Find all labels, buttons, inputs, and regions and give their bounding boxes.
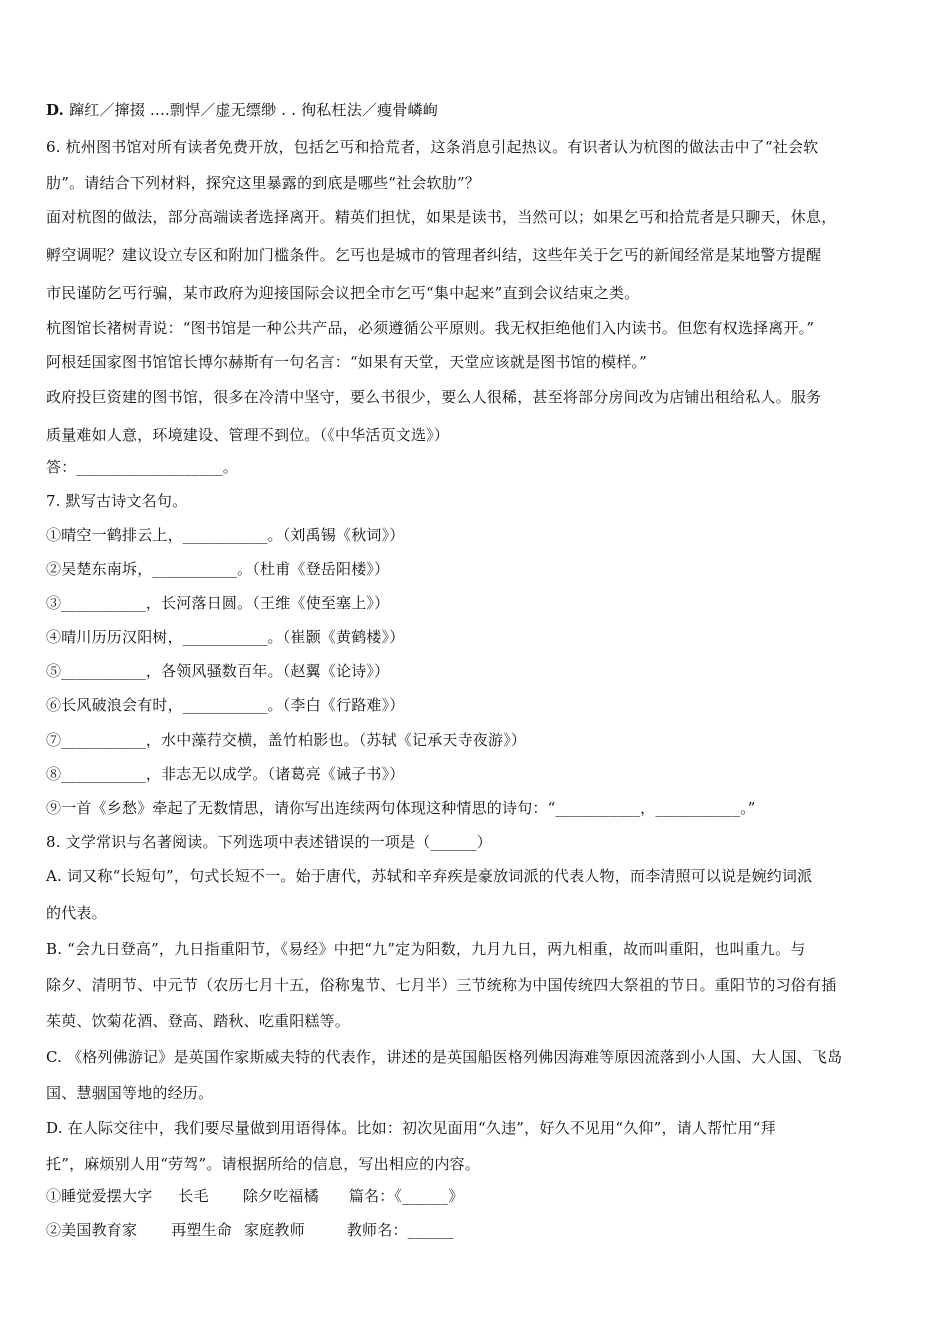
q8-a-line-2: 的代表。 [46,904,107,922]
q6-line-4: 孵空调呢？建议设立专区和附加门槛条件。乞丐也是城市的管理者纠结，这些年关于乞丐的新闻经常是某地警方提醒 [46,246,822,264]
q8-row-1 [46,1186,464,1206]
row1-clue-2: 长毛 [178,1187,209,1205]
q7-item-3[interactable]: ③___________，长河落日圆。（王维《使至塞上》） [46,594,390,612]
row1-answer[interactable]: 篇名：《______》 [348,1187,464,1205]
q6-line-6: 杭图馆长褚树青说：“图书馆是一种公共产品，必须遵循公平原则。我无权拒绝他们入内读书。但您有权选择离开。” [46,319,815,337]
q6-line-7: 阿根廷国家图书馆馆长博尔赫斯有一句名言：“如果有天堂，天堂应该就是图书馆的模样。” [46,353,648,371]
q8-d-line-2: 托”，麻烦别人用“劳驾”。请根据所给的信息，写出相应的内容。 [46,1155,481,1173]
q6-line-8: 政府投巨资建的图书馆，很多在冷清中坚守，要么书很少，要么人很稀，甚至将部分房间改为店铺出租给私人。服务 [46,388,822,406]
q6-line-3: 面对杭图的做法，部分高端读者选择离开。精英们担忧，如果是读书，当然可以；如果乞丐和拾荒者是只聊天，休息， [46,208,837,226]
q6-line-1: 6. 杭州图书馆对所有读者免费开放，包括乞丐和拾荒者，这条消息引起热议。有识者认为杭图的做法击中了“社会软 [46,138,819,156]
row1-clue-3: 除夕吃福橘 [242,1187,319,1205]
row2-clue-3: 家庭教师 [244,1221,305,1239]
q6-line-2: 肋”。请结合下列材料，探究这里暴露的到底是哪些“社会软肋”？ [46,174,481,192]
row2-answer[interactable]: 教师名：______ [346,1221,454,1239]
q8-d-line-1: D. 在人际交往中，我们要尽量做到用语得体。比如：初次见面用“久违”，好久不见用“久仰”，请人帮忙用“拜 [46,1119,776,1137]
q8-b-line-3: 茱萸、饮菊花酒、登高、踏秋、吃重阳糕等。 [46,1012,351,1030]
q6-line-5: 市民谨防乞丐行骗，某市政府为迎接国际会议把全市乞丐“集中起来”直到会议结束之类。 [46,284,640,302]
q7-title: 7. 默写古诗文名句。 [46,492,188,510]
q8-b-line-1: B. “会九日登高”，九日指重阳节，《易经》中把“九”定为阳数，九月九日，两九相重，故而叫重阳，也叫重九。与 [46,940,806,958]
q7-item-5[interactable]: ⑤___________，各领风骚数百年。（赵翼《论诗》） [46,662,390,680]
q7-item-7[interactable]: ⑦___________，水中藻荇交横，盖竹柏影也。（苏轼《记承天寺夜游》） [46,731,527,749]
q8-row-2 [46,1220,454,1240]
option-d-label: D. [46,101,65,119]
q8-c-line-1: C. 《格列佛游记》是英国作家斯威夫特的代表作，讲述的是英国船医格列佛因海难等原因流落到小人国、大人国、飞岛 [46,1048,843,1066]
q8-c-line-2: 国、慧骃国等地的经历。 [46,1084,214,1102]
q7-item-4[interactable]: ④晴川历历汉阳树，___________。（崔颢《黄鹤楼》） [46,628,405,646]
q5-option-d [46,100,438,120]
q8-title: 8. 文学常识与名著阅读。下列选项中表述错误的一项是（______） [46,833,492,851]
q6-line-9: 质量难如人意，环境建设、管理不到位。（《中华活页文选》） [46,426,450,444]
option-d-text: 蹿红／撺掇 ....剽悍／虚无缥缈 . . 徇私枉法／瘦骨嶙峋 [69,101,438,119]
row1-clue-1: ①睡觉爱摆大字 [46,1187,153,1205]
q6-answer-line[interactable]: 答：___________________。 [46,458,238,476]
q7-item-2[interactable]: ②吴楚东南坼，___________。（杜甫《登岳阳楼》） [46,560,390,578]
row2-clue-1: ②美国教育家 [46,1221,138,1239]
q7-item-9[interactable]: ⑨一首《乡愁》牵起了无数情思，请你写出连续两句体现这种情思的诗句：“___________，___________。” [46,799,756,817]
q7-item-1[interactable]: ①晴空一鹤排云上，___________。（刘禹锡《秋词》） [46,526,405,544]
q8-a-line-1: A. 词又称“长短句”，句式长短不一。始于唐代，苏轼和辛弃疾是豪放词派的代表人物，而李清照可以说是婉约词派 [46,867,813,885]
row2-clue-2: 再塑生命 [171,1221,233,1239]
q8-b-line-2: 除夕、清明节、中元节（农历七月十五，俗称鬼节、七月半）三节统称为中国传统四大祭祖的节日。重阳节的习俗有插 [46,976,837,994]
q7-item-8[interactable]: ⑧___________，非志无以成学。（诸葛亮《诫子书》） [46,765,405,783]
q7-item-6[interactable]: ⑥长风破浪会有时，___________。（李白《行路难》） [46,696,405,714]
